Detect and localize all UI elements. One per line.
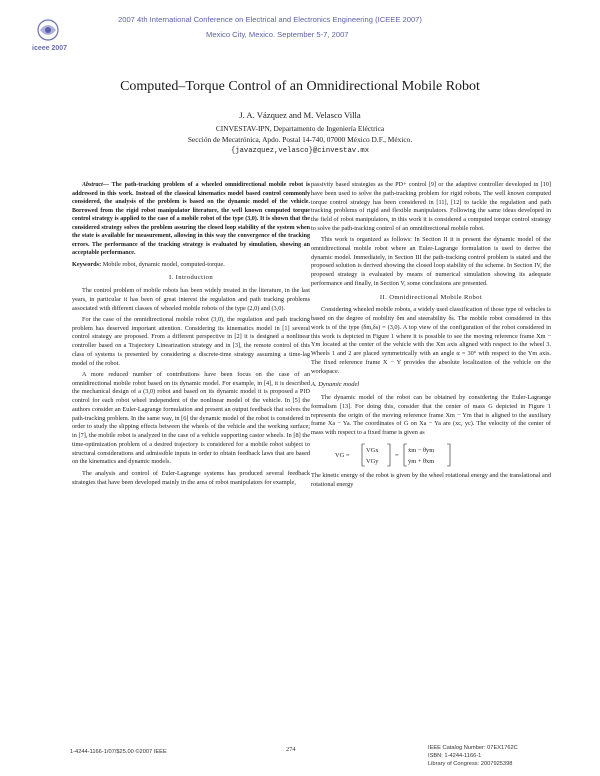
conference-line: 2007 4th International Conference on Electrical and Electronics Engineering (ICEEE 2007) [118, 15, 422, 24]
eq-vector-top: VGx [366, 446, 379, 454]
keywords-label: Keywords: [72, 260, 102, 268]
affiliation-line-2: Sección de Mecatrónica, Apdo. Postal 14-740, 07000 México D.F., México. [187, 135, 413, 144]
affiliation-line-1: CINVESTAV-IPN, Departamento de Ingeniería Eléctrica [215, 124, 385, 133]
intro-paragraph-5: passivity based strategies as the PD+ control [9] or the adaptive controller developed in [10] have been used to solve the path-tracking problem for rigid robots. The well known computed torque control strategy has been considered in [11], [12] to tackle the regulation and path tracking problems of rigid and flexible manipulators. Following the same ideas developed in the field of robot manipulators, in this work it is considered a computed torque control strategy to solve the path-tracking control of an omnidirectional mobile robot. [311, 181, 551, 232]
footer-catalog [428, 744, 518, 768]
abstract-label: Abstract [82, 182, 103, 188]
eq-rhs-bottom: ẏm + θ̇xm [408, 457, 435, 465]
right-column [311, 181, 551, 492]
author-email: {javazquez,velasco}@cinvestav.mx [230, 147, 370, 155]
abstract-body: — The path-tracking problem of a wheeled omnidirectional mobile robot is addressed in this work. Instead of the classical kinematics model based control commonly considered, the analysis of the problem is based on the dynamic model of the vehicle. Borrowed from the rigid robot manipulator literature, the well known computed torque control strategy is applied to the case of a mobile robot of the type (3,0). It is shown that the considered strategy solves the problem assuring the closed loop stability of the system when the state is available for measurement, allowing in this way the convergence of the tracking errors. The performance of the tracking strategy is evaluated by simulation, showing an acceptable performance. [72, 182, 310, 257]
kinetic-energy-paragraph: The kinetic energy of the robot is given by the wheel rotational energy and the translational and rotational energy [311, 471, 551, 488]
intro-paragraph-1: The control problem of mobile robots has been widely treated in the literature, in the last years, in particular it has been of great interest the regulation and path tracking problems associated with different classes of wheeled mobile robots of the type (2,0) and (3,0). [72, 287, 310, 312]
organization-paragraph: This work is organized as follows: In Section II it is present the dynamic model of the omnidirectional mobile robot where an Euler-Lagrange formulation is used to derive the dynamic model. Immediately, in Section III the path-tracking control problem is stated and the proposed solution is derived showing the closed loop stability of the scheme. In Section IV, the proposed strategy is evaluated by means of numerical simulation showing its adequate performance and finally, in Section V, some conclusions are presented. [311, 236, 551, 287]
paper-authors: J. A. Vázquez and M. Velasco Villa [239, 110, 361, 120]
eq-equals: = [395, 451, 399, 459]
keywords [72, 261, 310, 270]
catalog-number: IEEE Catalog Number: 07EX1762C [428, 745, 518, 751]
section-heading-introduction: I. Introduction [168, 274, 214, 282]
intro-paragraph-3: A more reduced number of contributions have been focus on the case of an omnidirectional mobile robot based on its dynamic model. For example, in [4], it is described the mechanical design of a (3,0) robot and based on its dynamic model it is proposed a PID control for each robot wheel independent of the nonlinear model of the vehicle. In [5] the authors consider an Euler-Lagrange formulation and present an output feedback that solves the path-tracking problem. In the same way, in [6] the dynamic model of the robot is considered in order to study the slipping effects between the wheels of the vehicle and the working surface; in [7], the mobile robot is analyzed in the case of a vehicle supporting castor wheels. In [8] the time-optimization problem of a desired trajectory is considered for a mobile robot subject to structural considerations and admissible inputs in order to obtain feedback laws that are based on the kinematics and dynamic models. [72, 370, 310, 466]
velocity-equation [311, 441, 551, 469]
subsection-heading-dynamic-model: A. Dynamic model [311, 381, 360, 389]
dynamic-model-paragraph: The dynamic model of the robot can be obtained by considering the Euler-Lagrange formalism [13]. For doing this, consider that the center of mass G depicted in Figure 1 represents the origin of the moving reference frame Xm − Ym that is aligned to the auxiliary frame Xa − Ya. The coordinates of G on Xa − Ya are (xc, yc). The velocity of the center of mass with respect to a fixed frame is given as [311, 394, 551, 437]
iceee-logo [28, 16, 68, 58]
eq-rhs-top: ẋm − θ̇ym [408, 446, 435, 454]
catalog-library: Library of Congress: 2007925398 [428, 761, 513, 767]
location-line: Mexico City, Mexico. September 5-7, 2007 [206, 30, 349, 39]
abstract [72, 181, 310, 258]
paper-title: Computed–Torque Control of an Omnidirectional Mobile Robot [120, 79, 480, 94]
robot-description-paragraph: Considering wheeled mobile robots, a widely used classification of those type of vehicles is based on the degree of mobility δm and steerability δs. The mobile robot considered in this work is of the type (δm,δs) = (3,0). A top view of the configuration of the robot considered in this work is depicted in Figure 1 where it is possible to see the moving reference frame Xm − Ym located at the center of the vehicle with the Xm axis aligned with respect to the wheel 3. Wheels 1 and 2 are placed symmetrically with an angle α = 30° with respect to the Ym axis. The fixed reference frame X − Y provides the absolute localization of the vehicle on the workspace. [311, 306, 551, 375]
intro-paragraph-2: For the case of the omnidirectional mobile robot (3,0), the regulation and path tracking problem has deserved important attention. Considering its kinematics model in [1] several control strategy are proposed. From a different perspective in [2] it is designed a nonlinear controller based on a Trajectory Linearization strategy and in [3], the remote control of this class of systems is presented by considering a discrete-time strategy assuming a time-lag model of the robot. [72, 315, 310, 367]
logo-text: iceee 2007 [32, 45, 68, 52]
eq-vector-bottom: VGy [366, 457, 379, 465]
catalog-isbn: ISBN: 1-4244-1166-1 [428, 753, 482, 759]
keywords-body: Mobile robot, dynamic model, computed-torque. [102, 260, 225, 268]
page-number: 274 [286, 746, 296, 753]
eq-lhs: VG = [335, 451, 350, 459]
footer-isbn: 1-4244-1166-1/07/$25.00 ©2007 IEEE [70, 749, 167, 755]
left-column [72, 181, 310, 490]
section-heading-omnidirectional: II. Omnidirectional Mobile Robot [379, 293, 483, 301]
intro-paragraph-4: The analysis and control of Euler-Lagrange systems has produced several feedback strategies that have been developed mainly in the area of robot manipulators for example, [72, 469, 310, 486]
